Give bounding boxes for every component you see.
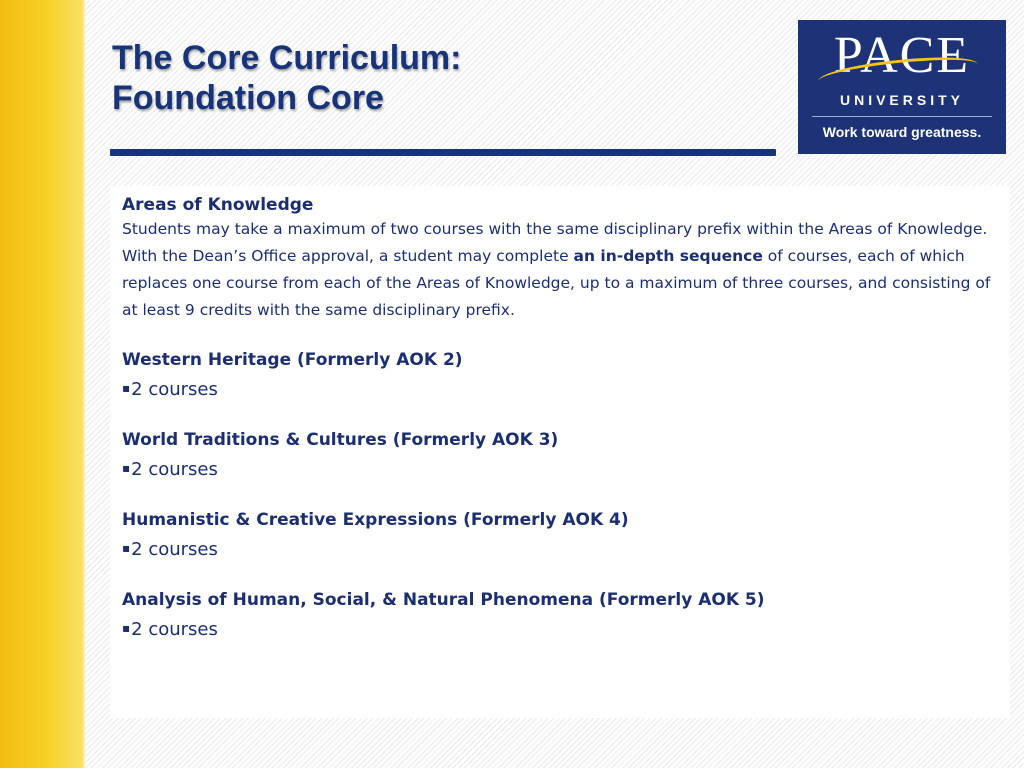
intro-paragraph-2-start: With the Dean’s Office approval, a student may complete [122,247,574,265]
bullet-square-icon: ▪ [122,621,131,635]
logo-wordmark: PACE [833,27,971,84]
slide-title [112,38,461,118]
bullet-text: 2 courses [131,619,218,640]
bullet-square-icon: ▪ [122,541,131,555]
bullet-square-icon: ▪ [122,381,131,395]
intro-heading: Areas of Knowledge [122,195,314,215]
pace-university-logo [798,20,1006,154]
content-panel [110,186,1010,718]
logo-university-text: UNIVERSITY [839,92,964,108]
section-humanistic-creative [122,506,998,564]
section-heading: World Traditions & Cultures (Formerly AOK 3) [122,430,559,450]
bullet-text: 2 courses [131,379,218,400]
section-bullet [122,534,998,564]
logo-tagline: Work toward greatness. [822,124,982,140]
bullet-text: 2 courses [131,459,218,480]
section-heading: Analysis of Human, Social, & Natural Phenomena (Formerly AOK 5) [122,590,765,610]
bullet-text: 2 courses [131,539,218,560]
section-heading: Western Heritage (Formerly AOK 2) [122,350,463,370]
title-underline [110,149,776,156]
intro-paragraph-2-emphasis: an in-depth sequence [573,247,763,265]
section-bullet [122,454,998,484]
intro-paragraph-2 [122,243,998,324]
section-bullet [122,374,998,404]
section-bullet [122,614,998,644]
intro-paragraph-1: Students may take a maximum of two courses with the same disciplinary prefix within the Areas of Knowledge. [122,220,988,238]
logo-divider [812,116,992,117]
bullet-square-icon: ▪ [122,461,131,475]
slide-title-line-1: The Core Curriculum: [112,39,462,77]
section-heading: Humanistic & Creative Expressions (Formerly AOK 4) [122,510,629,530]
slide-title-line-2: Foundation Core [112,79,384,117]
section-world-traditions [122,426,998,484]
section-western-heritage [122,346,998,404]
gold-side-bar [0,0,85,768]
section-analysis-phenomena [122,586,998,644]
intro-paragraph-2-end: of courses, each of which replaces one course from each of the Areas of Knowledge, up to a maximum of three courses, and consisting of at least 9 credits with the same disciplinary prefix. [122,247,991,319]
